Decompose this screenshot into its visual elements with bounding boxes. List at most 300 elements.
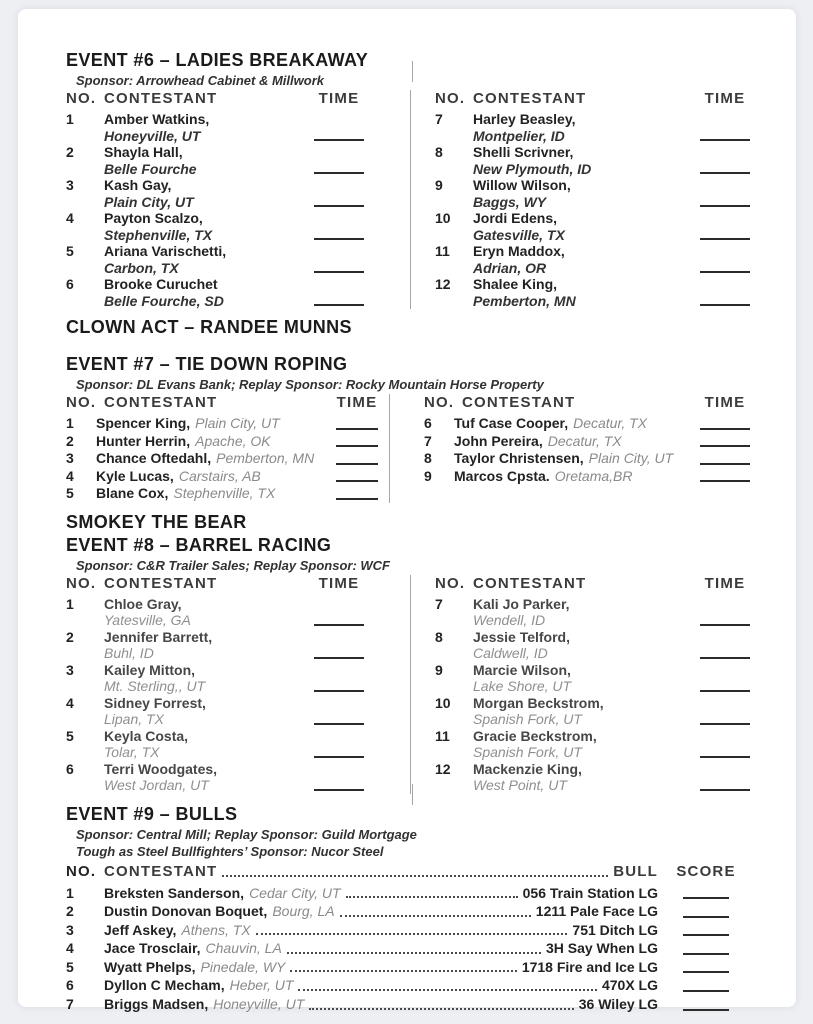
column-headers bbox=[424, 394, 796, 412]
contestant-name: Blane Cox, bbox=[96, 485, 169, 501]
contestant-row bbox=[66, 761, 410, 794]
event-6-title: EVENT #6 – LADIES BREAKAWAY bbox=[66, 50, 369, 70]
header-time: TIME bbox=[318, 90, 360, 107]
time-blank bbox=[296, 111, 382, 144]
header-no: NO. bbox=[66, 394, 97, 411]
contestant-row bbox=[66, 629, 410, 662]
time-blank bbox=[682, 629, 768, 662]
contestant-hometown: Adrian, OR bbox=[473, 259, 547, 276]
column-headers bbox=[66, 575, 410, 593]
contestant-info bbox=[473, 210, 682, 243]
contestant-row bbox=[424, 433, 796, 451]
contestant-name: Jordi Edens, bbox=[473, 210, 558, 226]
contestant-no: 1 bbox=[66, 415, 74, 431]
contestant-name: Briggs Madsen, bbox=[104, 996, 209, 1013]
contestant-name: Breksten Sanderson, bbox=[104, 884, 245, 901]
contestant-name: Dustin Donovan Boquet, bbox=[104, 903, 268, 920]
contestant-no: 1 bbox=[66, 884, 74, 901]
header-contestant: CONTESTANT bbox=[104, 862, 218, 880]
contestant-hometown: Plain City, UT bbox=[195, 415, 280, 431]
header-time: TIME bbox=[704, 90, 746, 107]
time-blank bbox=[682, 210, 768, 243]
contestant-name: John Pereira, bbox=[454, 432, 543, 449]
contestant-info bbox=[96, 433, 327, 451]
contestant-info bbox=[473, 761, 682, 794]
time-blank bbox=[296, 276, 382, 309]
contestant-row bbox=[66, 485, 389, 503]
contestant-row bbox=[66, 662, 410, 695]
contestant-row bbox=[66, 976, 796, 995]
contestant-hometown: Stephenville, TX bbox=[173, 485, 276, 501]
contestant-name: Marcos Cpsta. bbox=[454, 467, 550, 484]
time-blank bbox=[682, 596, 768, 629]
contestant-info bbox=[473, 728, 682, 761]
contestant-info bbox=[473, 629, 682, 662]
contestant-info bbox=[104, 662, 296, 695]
bull-name: 470X LG bbox=[601, 977, 658, 994]
score-blank bbox=[658, 995, 754, 1014]
contestant-hometown: Caldwell, ID bbox=[473, 645, 548, 661]
clown-act-title: CLOWN ACT – RANDEE MUNNS bbox=[66, 317, 352, 337]
header-contestant: CONTESTANT bbox=[104, 394, 218, 411]
contestant-hometown: Lipan, TX bbox=[104, 711, 164, 727]
contestant-no: 2 bbox=[66, 628, 74, 645]
contestant-hometown: Wendell, ID bbox=[473, 612, 546, 628]
contestant-name: Tuf Case Cooper, bbox=[454, 415, 569, 431]
contestant-row bbox=[435, 243, 796, 276]
header-no: NO. bbox=[435, 90, 466, 107]
contestant-hometown: Mt. Sterling,, UT bbox=[104, 678, 206, 694]
contestant-info bbox=[473, 111, 682, 144]
contestant-info bbox=[454, 433, 682, 451]
contestant-hometown: Apache, OK bbox=[195, 432, 271, 449]
contestant-row bbox=[424, 468, 796, 486]
contestant-hometown: Stephenville, TX bbox=[104, 226, 213, 243]
event-6-section bbox=[66, 50, 796, 309]
contestant-hometown: Plain City, UT bbox=[104, 193, 194, 210]
contestant-info bbox=[454, 415, 682, 433]
header-time: TIME bbox=[318, 574, 360, 592]
score-blank bbox=[658, 884, 754, 903]
event-9-sponsor-line-2: Tough as Steel Bullfighters’ Sponsor: Nucor Steel bbox=[76, 843, 384, 859]
contestant-name: Brooke Curuchet bbox=[104, 276, 218, 292]
contestant-row bbox=[66, 243, 410, 276]
contestant-row bbox=[424, 415, 796, 433]
time-blank bbox=[682, 433, 768, 451]
header-time: TIME bbox=[336, 394, 378, 411]
dotted-leader bbox=[309, 1008, 573, 1010]
contestant-no: 7 bbox=[435, 111, 443, 127]
time-blank bbox=[682, 450, 768, 468]
bull-name: 1718 Fire and Ice LG bbox=[521, 958, 658, 975]
header-contestant: CONTESTANT bbox=[104, 90, 218, 107]
contestant-hometown: Belle Fourche bbox=[104, 160, 197, 177]
contestant-info bbox=[96, 468, 327, 486]
event-7-title: EVENT #7 – TIE DOWN ROPING bbox=[66, 354, 348, 374]
event-6-sponsor: Sponsor: Arrowhead Cabinet & Millwork bbox=[76, 73, 324, 88]
contestant-no: 9 bbox=[424, 467, 432, 484]
contestant-info bbox=[104, 596, 296, 629]
contestant-hometown: Montpelier, ID bbox=[473, 127, 565, 144]
contestant-no: 1 bbox=[66, 111, 74, 127]
contestant-row bbox=[66, 921, 796, 940]
header-contestant: CONTESTANT bbox=[473, 90, 587, 107]
contestant-info bbox=[473, 243, 682, 276]
event-8-right-column bbox=[435, 575, 796, 794]
contestant-name: Shayla Hall, bbox=[104, 144, 183, 160]
bull-name: 36 Wiley LG bbox=[578, 996, 658, 1013]
contestant-row bbox=[66, 433, 389, 451]
contestant-row bbox=[435, 111, 796, 144]
contestant-no: 11 bbox=[435, 727, 450, 744]
smokey-the-bear-title: SMOKEY THE BEAR bbox=[66, 511, 247, 532]
contestant-name: Kyle Lucas, bbox=[96, 467, 174, 484]
contestant-row bbox=[435, 276, 796, 309]
event-6-left-column bbox=[66, 90, 410, 309]
contestant-info bbox=[96, 450, 327, 468]
header-no: NO. bbox=[66, 90, 97, 107]
event-9-sponsor-line-1: Sponsor: Central Mill; Replay Sponsor: Guild Mortgage bbox=[76, 826, 417, 842]
contestant-name: Morgan Beckstrom, bbox=[473, 694, 604, 711]
contestant-row bbox=[435, 695, 796, 728]
contestant-no: 4 bbox=[66, 467, 74, 484]
contestant-name: Harley Beasley, bbox=[473, 111, 576, 127]
contestant-hometown: Plain City, UT bbox=[588, 450, 674, 466]
contestant-info bbox=[473, 662, 682, 695]
event-7-section bbox=[66, 354, 796, 503]
contestant-row bbox=[66, 144, 410, 177]
time-blank bbox=[327, 468, 387, 486]
event-8-sponsor: Sponsor: C&R Trailer Sales; Replay Sponsor: WCF bbox=[76, 557, 390, 573]
time-blank bbox=[682, 243, 768, 276]
divider-artifact bbox=[412, 61, 413, 82]
contestant-name: Shelli Scrivner, bbox=[473, 144, 574, 160]
contestant-hometown: New Plymouth, ID bbox=[473, 160, 592, 177]
event-7-left-column bbox=[66, 394, 389, 503]
contestant-no: 5 bbox=[66, 958, 74, 975]
time-blank bbox=[296, 243, 382, 276]
contestant-hometown: Spanish Fork, UT bbox=[473, 744, 582, 760]
time-blank bbox=[682, 468, 768, 486]
contestant-name: Jessie Telford, bbox=[473, 628, 571, 645]
contestant-hometown: Honeyville, UT bbox=[104, 127, 201, 144]
contestant-no: 4 bbox=[66, 210, 74, 226]
contestant-row bbox=[66, 276, 410, 309]
time-blank bbox=[682, 415, 768, 433]
contestant-row bbox=[435, 177, 796, 210]
contestant-info bbox=[473, 276, 682, 309]
header-contestant: CONTESTANT bbox=[462, 394, 576, 411]
contestant-hometown: Baggs, WY bbox=[473, 193, 547, 210]
column-headers bbox=[435, 90, 796, 108]
contestant-hometown: Buhl, ID bbox=[104, 645, 154, 661]
score-blank bbox=[658, 902, 754, 921]
event-8-left-column bbox=[66, 575, 410, 794]
contestant-info bbox=[473, 144, 682, 177]
time-blank bbox=[682, 728, 768, 761]
contestant-name: Dyllon C Mecham, bbox=[104, 977, 225, 994]
contestant-name: Kali Jo Parker, bbox=[473, 595, 570, 612]
column-headers bbox=[66, 394, 389, 412]
contestant-no: 7 bbox=[66, 996, 74, 1013]
contestant-name: Jennifer Barrett, bbox=[104, 628, 213, 645]
contestant-name: Eryn Maddox, bbox=[473, 243, 565, 259]
contestant-no: 6 bbox=[66, 977, 74, 994]
contestant-info bbox=[104, 761, 296, 794]
contestant-hometown: West Jordan, UT bbox=[104, 777, 209, 793]
contestant-row bbox=[66, 958, 796, 977]
contestant-no: 4 bbox=[66, 694, 74, 711]
dotted-leader bbox=[287, 952, 541, 954]
time-blank bbox=[682, 144, 768, 177]
contestant-row bbox=[66, 995, 796, 1014]
time-blank bbox=[682, 177, 768, 210]
contestant-no: 7 bbox=[424, 432, 432, 449]
contestant-no: 3 bbox=[66, 450, 74, 466]
contestant-row bbox=[66, 415, 389, 433]
contestant-hometown: Honeyville, UT bbox=[213, 996, 305, 1013]
dotted-leader bbox=[298, 989, 597, 991]
contestant-info bbox=[473, 695, 682, 728]
contestant-info bbox=[104, 111, 296, 144]
score-blank bbox=[658, 958, 754, 977]
time-blank bbox=[682, 111, 768, 144]
contestant-name: Shalee King, bbox=[473, 276, 558, 292]
contestant-no: 10 bbox=[435, 210, 451, 226]
header-time: TIME bbox=[704, 574, 746, 592]
contestant-row bbox=[66, 596, 410, 629]
contestant-name: Willow Wilson, bbox=[473, 177, 571, 193]
contestant-name: Sidney Forrest, bbox=[104, 694, 206, 711]
contestant-info bbox=[473, 596, 682, 629]
contestant-row bbox=[435, 629, 796, 662]
contestant-hometown: Athens, TX bbox=[181, 921, 251, 938]
contestant-hometown: Pemberton, MN bbox=[473, 292, 576, 309]
time-blank bbox=[327, 450, 387, 468]
contestant-hometown: Pinedale, WY bbox=[200, 958, 286, 975]
column-headers bbox=[66, 863, 796, 881]
dotted-leader bbox=[290, 970, 516, 972]
contestant-no: 11 bbox=[435, 243, 450, 259]
contestant-no: 2 bbox=[66, 903, 74, 920]
bull-name: 056 Train Station LG bbox=[522, 884, 658, 901]
contestant-name: Payton Scalzo, bbox=[104, 210, 203, 226]
contestant-hometown: Oretama,BR bbox=[554, 467, 633, 484]
contestant-hometown: Gatesville, TX bbox=[473, 226, 565, 243]
bull-name: 1211 Pale Face LG bbox=[535, 903, 658, 920]
contestant-row bbox=[66, 210, 410, 243]
contestant-row bbox=[66, 939, 796, 958]
contestant-hometown: Pemberton, MN bbox=[216, 450, 315, 466]
contestant-row bbox=[435, 210, 796, 243]
column-headers bbox=[435, 575, 796, 593]
contestant-hometown: Heber, UT bbox=[229, 977, 294, 994]
time-blank bbox=[296, 144, 382, 177]
contestant-name: Terri Woodgates, bbox=[104, 760, 218, 777]
contestant-info bbox=[104, 728, 296, 761]
contestant-hometown: Spanish Fork, UT bbox=[473, 711, 582, 727]
contestant-row bbox=[424, 450, 796, 468]
contestant-hometown: Carstairs, AB bbox=[178, 467, 261, 484]
dotted-leader bbox=[346, 896, 518, 898]
event-9-title: EVENT #9 – BULLS bbox=[66, 803, 238, 824]
contestant-name: Marcie Wilson, bbox=[473, 661, 571, 678]
contestant-info bbox=[104, 276, 296, 309]
header-score: SCORE bbox=[676, 862, 736, 880]
header-no: NO. bbox=[66, 862, 97, 880]
event-6-right-column bbox=[435, 90, 796, 309]
contestant-info bbox=[96, 415, 327, 433]
contestant-no: 9 bbox=[435, 177, 443, 193]
contestant-name: Ariana Varischetti, bbox=[104, 243, 227, 259]
contestant-hometown: Carbon, TX bbox=[104, 259, 179, 276]
header-contestant: CONTESTANT bbox=[473, 574, 587, 592]
contestant-info bbox=[473, 177, 682, 210]
divider-artifact bbox=[412, 784, 413, 805]
time-blank bbox=[682, 662, 768, 695]
time-blank bbox=[296, 728, 382, 761]
contestant-row bbox=[435, 761, 796, 794]
time-blank bbox=[296, 695, 382, 728]
contestant-name: Mackenzie King, bbox=[473, 760, 582, 777]
contestant-name: Chance Oftedahl, bbox=[96, 450, 212, 466]
contestant-no: 5 bbox=[66, 485, 74, 501]
time-blank bbox=[296, 210, 382, 243]
dotted-leader bbox=[340, 915, 531, 917]
contestant-no: 5 bbox=[66, 727, 74, 744]
contestant-info bbox=[454, 450, 682, 468]
contestant-row bbox=[66, 695, 410, 728]
contestant-no: 2 bbox=[66, 432, 74, 449]
contestant-row bbox=[66, 902, 796, 921]
contestant-name: Jace Trosclair, bbox=[104, 940, 201, 957]
bull-name: 751 Ditch LG bbox=[572, 921, 658, 938]
contestant-no: 6 bbox=[66, 760, 74, 777]
contestant-hometown: Chauvin, LA bbox=[205, 940, 282, 957]
header-bull: BULL bbox=[613, 862, 658, 880]
column-divider bbox=[410, 575, 411, 794]
contestant-hometown: Cedar City, UT bbox=[249, 884, 341, 901]
contestant-no: 1 bbox=[66, 595, 74, 612]
contestant-info bbox=[104, 629, 296, 662]
contestant-no: 9 bbox=[435, 661, 443, 678]
contestant-no: 6 bbox=[66, 276, 74, 292]
contestant-row bbox=[66, 450, 389, 468]
contestant-row bbox=[66, 884, 796, 903]
time-blank bbox=[296, 761, 382, 794]
program-page bbox=[18, 9, 796, 1013]
contestant-name: Kailey Mitton, bbox=[104, 661, 196, 678]
contestant-no: 3 bbox=[66, 661, 74, 678]
contestant-name: Jeff Askey, bbox=[104, 921, 177, 938]
event-8-section bbox=[66, 535, 796, 794]
time-blank bbox=[296, 177, 382, 210]
contestant-no: 5 bbox=[66, 243, 74, 259]
contestant-info bbox=[454, 468, 682, 486]
contestant-row bbox=[435, 596, 796, 629]
contestant-row bbox=[435, 662, 796, 695]
contestant-no: 8 bbox=[435, 144, 443, 160]
event-8-title: EVENT #8 – BARREL RACING bbox=[66, 534, 332, 555]
column-divider bbox=[389, 394, 390, 503]
contestant-name: Gracie Beckstrom, bbox=[473, 727, 597, 744]
contestant-hometown: Decatur, TX bbox=[573, 415, 648, 431]
contestant-no: 7 bbox=[435, 595, 443, 612]
header-time: TIME bbox=[704, 394, 746, 411]
contestant-name: Spencer King, bbox=[96, 415, 191, 431]
score-blank bbox=[658, 939, 754, 958]
contestant-no: 8 bbox=[424, 450, 432, 466]
contestant-no: 12 bbox=[435, 276, 451, 292]
contestant-row bbox=[66, 111, 410, 144]
column-divider bbox=[410, 90, 411, 309]
header-contestant: CONTESTANT bbox=[104, 574, 218, 592]
contestant-no: 8 bbox=[435, 628, 443, 645]
contestant-info bbox=[104, 144, 296, 177]
bull-name: 3H Say When LG bbox=[545, 940, 658, 957]
score-blank bbox=[658, 976, 754, 995]
contestant-no: 2 bbox=[66, 144, 74, 160]
event-7-sponsor: Sponsor: DL Evans Bank; Replay Sponsor: Rocky Mountain Horse Property bbox=[76, 377, 544, 392]
contestant-info bbox=[104, 243, 296, 276]
header-no: NO. bbox=[435, 574, 466, 592]
dotted-leader bbox=[256, 933, 568, 935]
contestant-info bbox=[104, 210, 296, 243]
contestant-no: 12 bbox=[435, 760, 451, 777]
contestant-hometown: Yatesville, GA bbox=[104, 612, 191, 628]
contestant-row bbox=[66, 177, 410, 210]
contestant-row bbox=[66, 468, 389, 486]
contestant-name: Chloe Gray, bbox=[104, 595, 182, 612]
dotted-leader bbox=[222, 875, 608, 877]
contestant-no: 10 bbox=[435, 694, 451, 711]
event-7-right-column bbox=[424, 394, 796, 503]
contestant-name: Amber Watkins, bbox=[104, 111, 210, 127]
time-blank bbox=[296, 629, 382, 662]
event-9-section bbox=[66, 804, 796, 1014]
contestant-no: 3 bbox=[66, 921, 74, 938]
contestant-name: Taylor Christensen, bbox=[454, 450, 584, 466]
contestant-no: 3 bbox=[66, 177, 74, 193]
contestant-hometown: Lake Shore, UT bbox=[473, 678, 572, 694]
contestant-name: Kash Gay, bbox=[104, 177, 172, 193]
contestant-hometown: West Point, UT bbox=[473, 777, 567, 793]
contestant-hometown: Tolar, TX bbox=[104, 744, 160, 760]
contestant-info bbox=[104, 695, 296, 728]
contestant-hometown: Belle Fourche, SD bbox=[104, 292, 224, 309]
header-no: NO. bbox=[66, 574, 97, 592]
contestant-no: 4 bbox=[66, 940, 74, 957]
time-blank bbox=[296, 662, 382, 695]
column-headers bbox=[66, 90, 410, 108]
time-blank bbox=[327, 415, 387, 433]
contestant-info bbox=[96, 485, 327, 503]
time-blank bbox=[327, 433, 387, 451]
contestant-no: 6 bbox=[424, 415, 432, 431]
time-blank bbox=[682, 695, 768, 728]
time-blank bbox=[327, 485, 387, 503]
contestant-row bbox=[435, 144, 796, 177]
contestant-name: Keyla Costa, bbox=[104, 727, 189, 744]
contestant-name: Wyatt Phelps, bbox=[104, 958, 196, 975]
contestant-hometown: Bourg, LA bbox=[272, 903, 335, 920]
time-blank bbox=[682, 276, 768, 309]
contestant-row bbox=[435, 728, 796, 761]
time-blank bbox=[682, 761, 768, 794]
contestant-name: Hunter Herrin, bbox=[96, 432, 191, 449]
score-blank bbox=[658, 921, 754, 940]
contestant-row bbox=[66, 728, 410, 761]
